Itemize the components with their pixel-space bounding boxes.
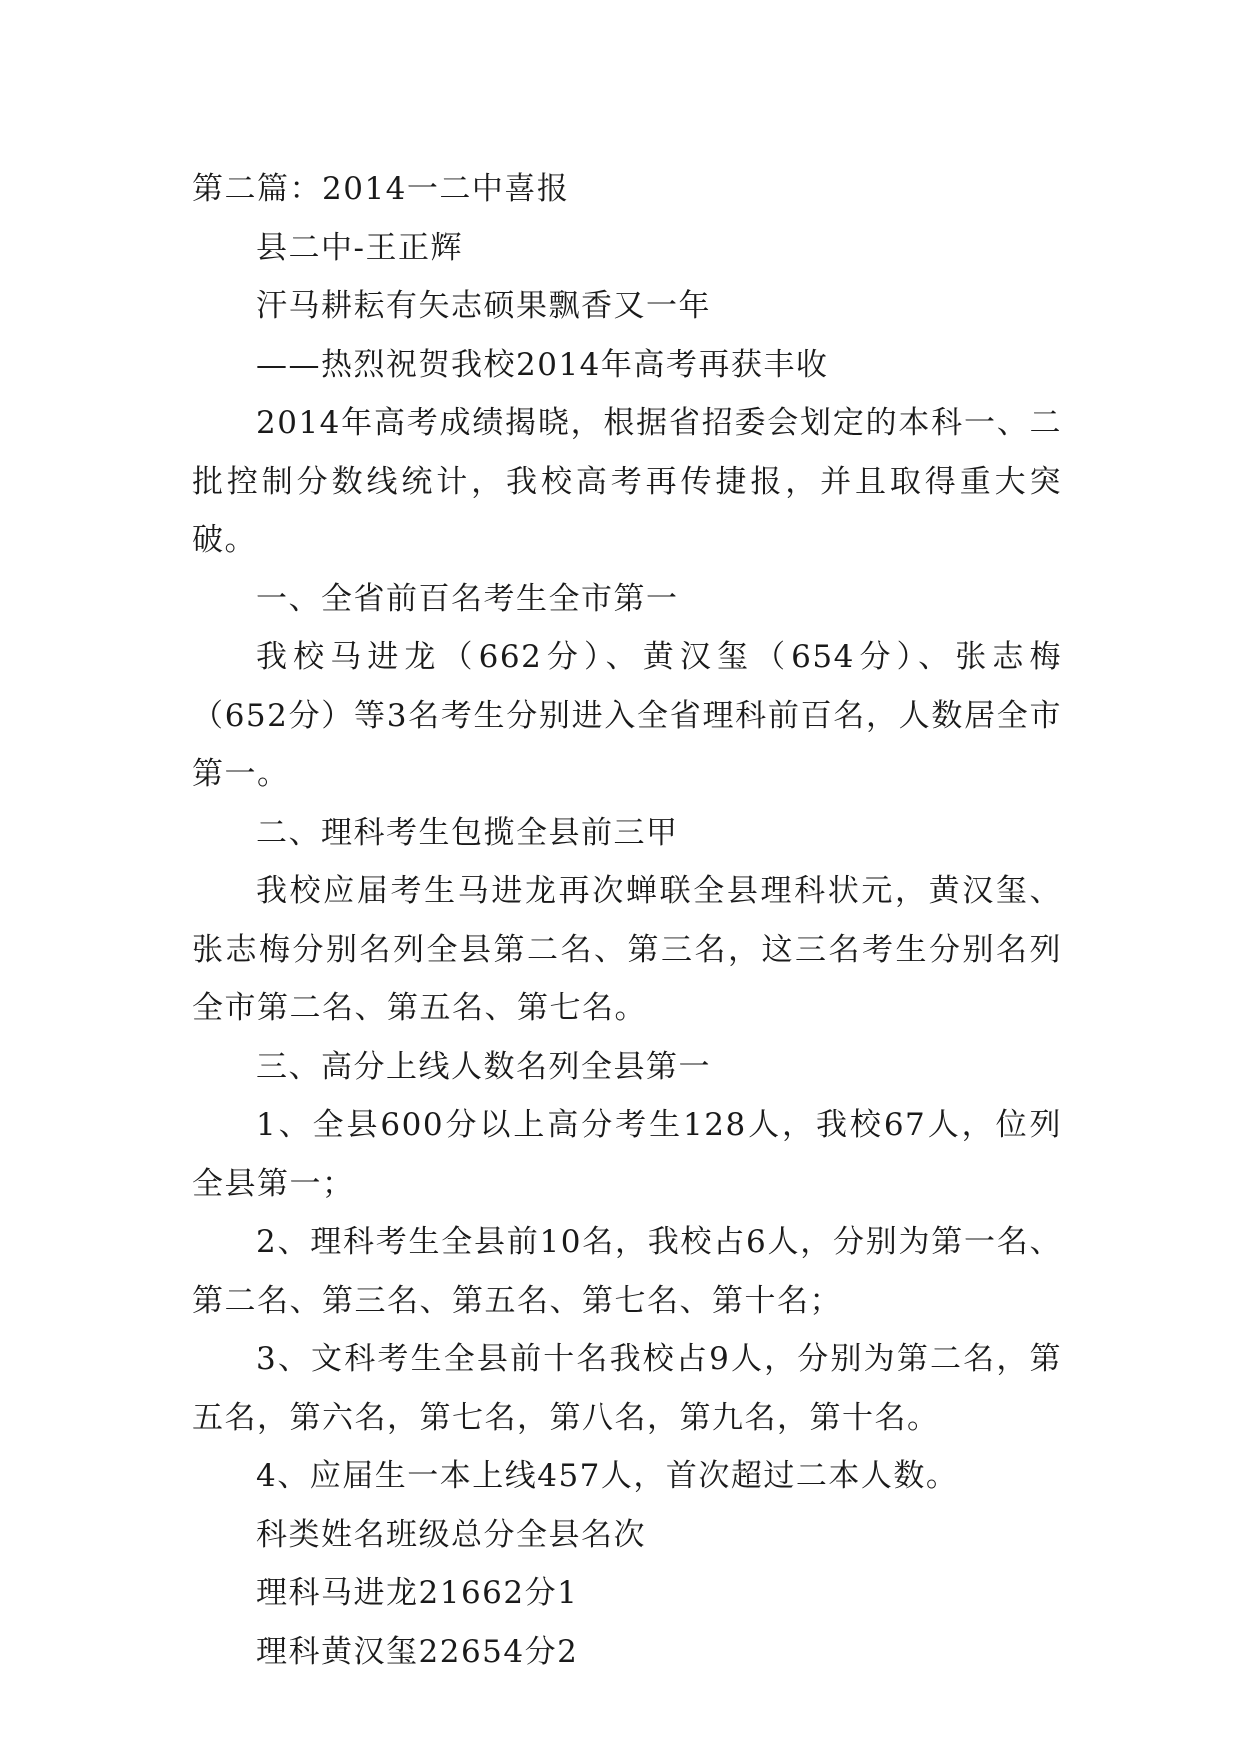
document-heading: 第二篇：2014一二中喜报 xyxy=(192,171,570,207)
table-row-1: 理科马进龙21662分1 xyxy=(256,1575,579,1611)
article-title: 汗马耕耘有矢志硕果飘香又一年 xyxy=(256,288,711,324)
article-subtitle: ——热烈祝贺我校2014年高考再获丰收 xyxy=(256,346,829,383)
section-2-body: 我校应届考生马进龙再次蝉联全县理科状元，黄汉玺、张志梅分别名列全县第二名、第三名，这三名考生分别名列全市第二名、第五名、第七名。 xyxy=(192,873,1062,1026)
author-line: 县二中-王正辉 xyxy=(256,229,463,266)
table-header-line: 科类姓名班级总分全县名次 xyxy=(256,1516,646,1553)
list-item-2: 2、理科考生全县前10名，我校占6人，分别为第一名、第二名、第三名、第五名、第七名、第十名； xyxy=(192,1224,1062,1319)
section-3-title: 三、高分上线人数名列全县第一 xyxy=(256,1048,711,1085)
list-item-3: 3、文科考生全县前十名我校占9人，分别为第二名，第五名，第六名，第七名，第八名，第九名，第十名。 xyxy=(192,1341,1062,1436)
list-item-1: 1、全县600分以上高分考生128人，我校67人，位列全县第一； xyxy=(192,1107,1062,1202)
section-2-title: 二、理科考生包揽全县前三甲 xyxy=(256,814,679,851)
list-item-4: 4、应届生一本上线457人，首次超过二本人数。 xyxy=(256,1458,959,1494)
section-1-body: 我校马进龙（662分）、黄汉玺（654分）、张志梅（652分）等3名考生分别进入全省理科前百名，人数居全市第一。 xyxy=(192,639,1062,792)
intro-paragraph: 2014年高考成绩揭晓，根据省招委会划定的本科一、二批控制分数线统计，我校高考再传捷报，并且取得重大突破。 xyxy=(192,405,1062,558)
section-1-title: 一、全省前百名考生全市第一 xyxy=(256,580,679,617)
table-row-2: 理科黄汉玺22654分2 xyxy=(256,1633,579,1670)
document-body xyxy=(192,160,1062,1681)
